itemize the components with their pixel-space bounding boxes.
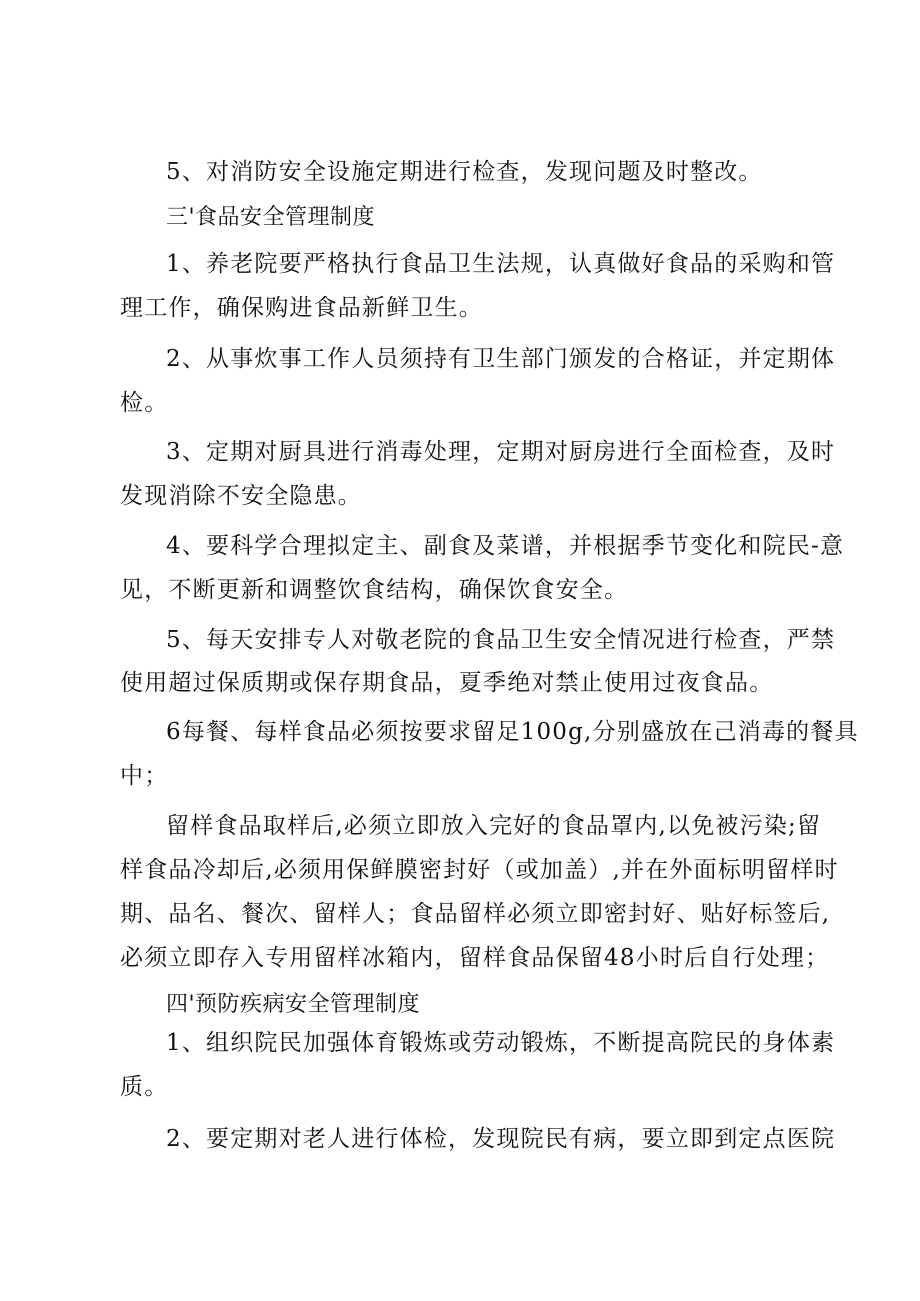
- paragraph-food-3-line2: 发现消除不安全隐患。: [120, 483, 362, 509]
- paragraph-food-4-line1: 4、要科学合理拟定主、副食及菜谱，并根据季节变化和院民-意: [166, 533, 845, 559]
- paragraph-food-2-line2: 检。: [120, 390, 169, 416]
- paragraph-food-3-line1: 3、定期对厨具进行消毒处理，定期对厨房进行全面检查，及时: [166, 439, 836, 465]
- paragraph-sample-line2: 样食品冷却后,必须用保鲜膜密封好（或加盖）,并在外面标明留样时: [120, 857, 839, 883]
- paragraph-disease-2-line1: 2、要定期对老人进行体检，发现院民有病，要立即到定点医院: [166, 1126, 836, 1152]
- paragraph-food-6-line2: 中；: [120, 763, 169, 789]
- paragraph-food-5-line2: 使用超过保质期或保存期食品，夏季绝对禁止使用过夜食品。: [120, 670, 774, 696]
- paragraph-sample-line4: 必须立即存入专用留样冰箱内，留样食品保留48小时后自行处理；: [120, 945, 830, 971]
- section-heading-disease-prevention: 四'预防疾病安全管理制度: [166, 992, 421, 1017]
- paragraph-sample-line3: 期、品名、餐次、留样人；食品留样必须立即密封好、贴好标签后,: [120, 901, 831, 927]
- paragraph-food-1-line2: 理工作，确保购进食品新鲜卫生。: [120, 295, 483, 321]
- paragraph-food-2-line1: 2、从事炊事工作人员须持有卫生部门颁发的合格证，并定期体: [166, 346, 836, 372]
- paragraph-disease-1-line2: 质。: [120, 1074, 169, 1100]
- paragraph-food-4-line2: 见，不断更新和调整饮食结构，确保饮食安全。: [120, 577, 629, 603]
- paragraph-food-6-line1: 6每餐、每样食品必须按要求留足100g,分别盛放在己消毒的餐具: [166, 719, 859, 745]
- paragraph-sample-line1: 留样食品取样后,必须立即放入完好的食品罩内,以免被污染;留: [166, 813, 822, 839]
- paragraph-food-1-line1: 1、养老院要严格执行食品卫生法规，认真做好食品的采购和管: [166, 251, 836, 277]
- paragraph-food-5-line1: 5、每天安排专人对敬老院的食品卫生安全情况进行检查，严禁: [166, 627, 836, 653]
- paragraph-disease-1-line1: 1、组织院民加强体育锻炼或劳动锻炼，不断提高院民的身体素: [166, 1030, 836, 1056]
- section-heading-food-safety: 三'食品安全管理制度: [166, 205, 376, 230]
- paragraph-fire-5: 5、对消防安全设施定期进行检查，发现问题及时整改。: [166, 159, 763, 185]
